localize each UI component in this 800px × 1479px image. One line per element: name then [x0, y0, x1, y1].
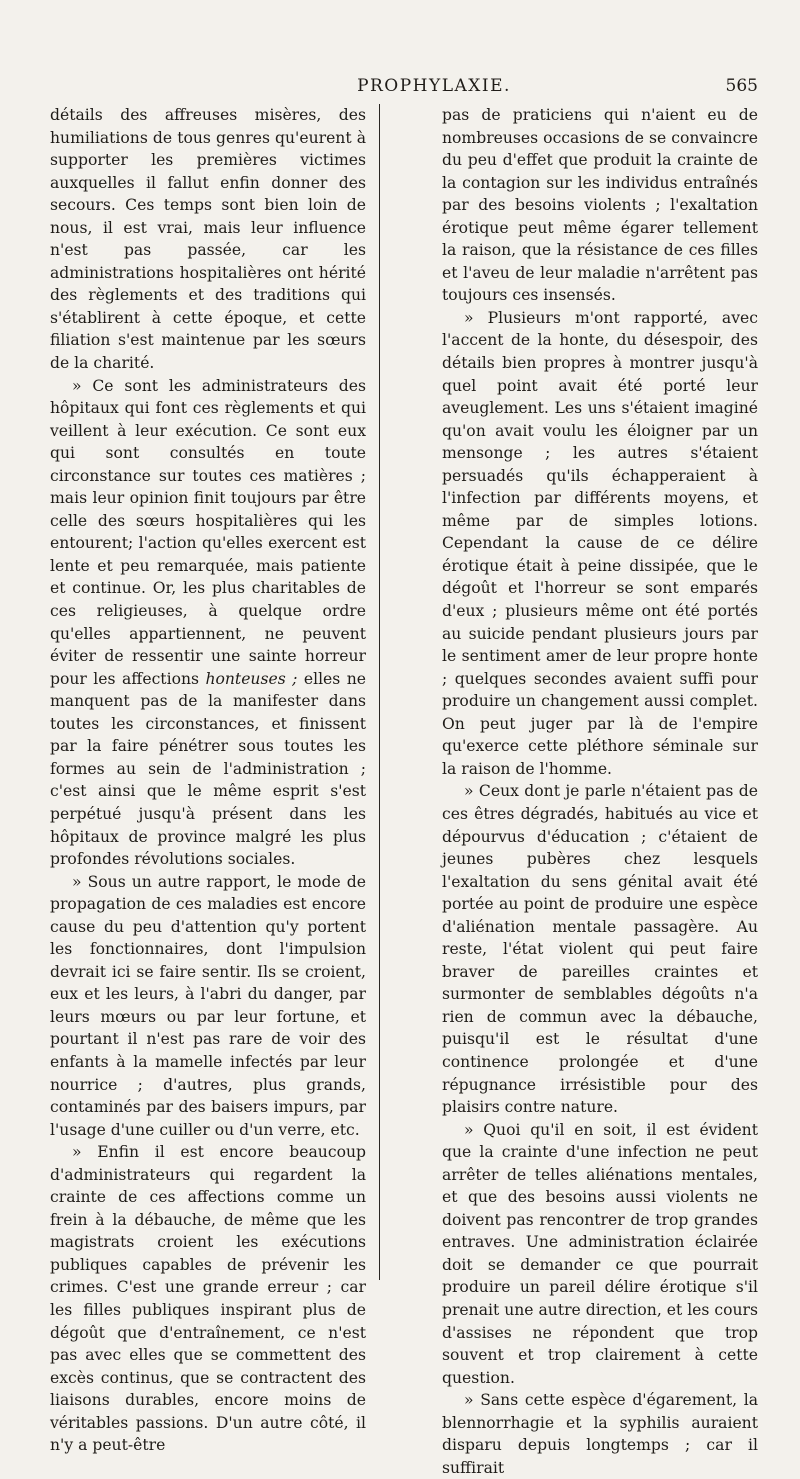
- emphasis-text: honteuses ;: [205, 669, 298, 688]
- paragraph: [50, 375, 366, 871]
- paragraph-text: » Ce sont les administrateurs des hôpitaux qui font ces règlements et qui veillent à leur exécution. Ce sont eux qui sont consultés en toute circonstance sur toutes ces matières ; mais leur opinion finit toujours par être celle des sœurs hospitalières qui les entourent; l'action qu'elles exercent est lente et peu remarquée, mais patiente et continue. Or, les plus charitables de ces religieuses, à quelque ordre qu'elles appartiennent, ne peuvent éviter de ressentir une sainte horreur pour les affections: [50, 376, 366, 688]
- paragraph: détails des affreuses misères, des humiliations de tous genres qu'eurent à supporter les premières victimes auxquelles il fallut enfin donner des secours. Ces temps sont bien loin de nous, il est vrai, mais leur influence n'est pas passée, car les administrations hospitalières ont hérité des règlements et des traditions qui s'établirent à cette époque, et cette filiation s'est maintenue par les sœurs de la charité.: [50, 106, 366, 373]
- paragraph: » Sans cette espèce d'égarement, la blennorrhagie et la syphilis auraient disparu depuis longtemps ; car il suffirait: [442, 1391, 758, 1477]
- paragraph-text: elles ne manquent pas de la manifester dans toutes les circonstances, et finissent par la faire pénétrer sous toutes les formes au sein de l'administration ; c'est ainsi que le même esprit s'est perpétué jusqu'à présent dans les hôpitaux de province malgré les plus profondes révolutions sociales.: [50, 669, 366, 869]
- right-column: [442, 104, 758, 1479]
- paragraph: pas de praticiens qui n'aient eu de nombreuses occasions de se convaincre du peu d'effet que produit la crainte de la contagion sur les individus entraînés par des besoins violents ; l'exaltation érotique peut même égarer tellement la raison, que la résistance de ces filles et l'aveu de leur maladie n'arrêtent pas toujours ces insensés.: [442, 106, 758, 305]
- running-title: PROPHYLAXIE.: [357, 76, 511, 96]
- paragraph: » Sous un autre rapport, le mode de propagation de ces maladies est encore cause du peu d'attention qu'y portent les fonctionnaires, dont l'impulsion devrait ici se faire sentir. Ils se croient, eux et les leurs, à l'abri du danger, par leurs mœurs ou par leur fortune, et pourtant il n'est pas rare de voir des enfants à la mamelle infectés par leur nourrice ; d'autres, plus grands, contaminés par des baisers impurs, par l'usage d'une cuiller ou d'un verre, etc.: [50, 872, 366, 1139]
- paragraph: » Enfin il est encore beaucoup d'administrateurs qui regardent la crainte de ces affections comme un frein à la débauche, de même que les magistrats croient les exécutions publiques capables de prévenir les crimes. C'est une grande erreur ; car les filles publiques inspirant plus de dégoût que d'entraînement, ce n'est pas avec elles que se commettent des excès continus, que se contractent des liaisons durables, encore moins de véritables passions. D'un autre côté, il n'y a peut-être: [50, 1143, 366, 1455]
- paragraph: » Plusieurs m'ont rapporté, avec l'accent de la honte, du désespoir, des détails bien propres à montrer jusqu'à quel point avait été porté leur aveuglement. Les uns s'étaient imaginé qu'on avait voulu les éloigner par un mensonge ; les autres s'étaient persuadés qu'ils échapperaient à l'infection par différents moyens, et même par de simples lotions. Cependant la cause de ce délire érotique était à peine dissipée, que le dégoût et l'horreur se sont emparés d'eux ; plusieurs même ont été portés au suicide pendant plusieurs jours par le sentiment amer de leur propre honte ; quelques secondes avaient suffi pour produire un changement aussi complet. On peut juger par là de l'empire qu'exerce cette pléthore séminale sur la raison de l'homme.: [442, 308, 758, 778]
- page-header: [110, 76, 758, 102]
- page-number: 565: [725, 76, 758, 96]
- left-column: [50, 104, 366, 1457]
- column-divider: [379, 104, 380, 1280]
- paragraph: » Quoi qu'il en soit, il est évident que la crainte d'une infection ne peut arrêter de telles aliénations mentales, et que des besoins aussi violents ne doivent pas rencontrer de trop grandes entraves. Une administration éclairée doit se demander ce que pourrait produire un pareil délire érotique s'il prenait une autre direction, et les cours d'assises ne répondent que trop souvent et trop clairement à cette question.: [442, 1120, 758, 1387]
- paragraph: » Ceux dont je parle n'étaient pas de ces êtres dégradés, habitués au vice et dépourvus d'éducation ; c'étaient de jeunes pubères chez lesquels l'exaltation du sens génital avait été portée au point de produire une espèce d'aliénation mentale passagère. Au reste, l'état violent qui peut faire braver de pareilles craintes et surmonter de semblables dégoûts n'a rien de commun avec la débauche, puisqu'il est le résultat d'une continence prolongée et d'une répugnance irrésistible pour des plaisirs contre nature.: [442, 782, 758, 1117]
